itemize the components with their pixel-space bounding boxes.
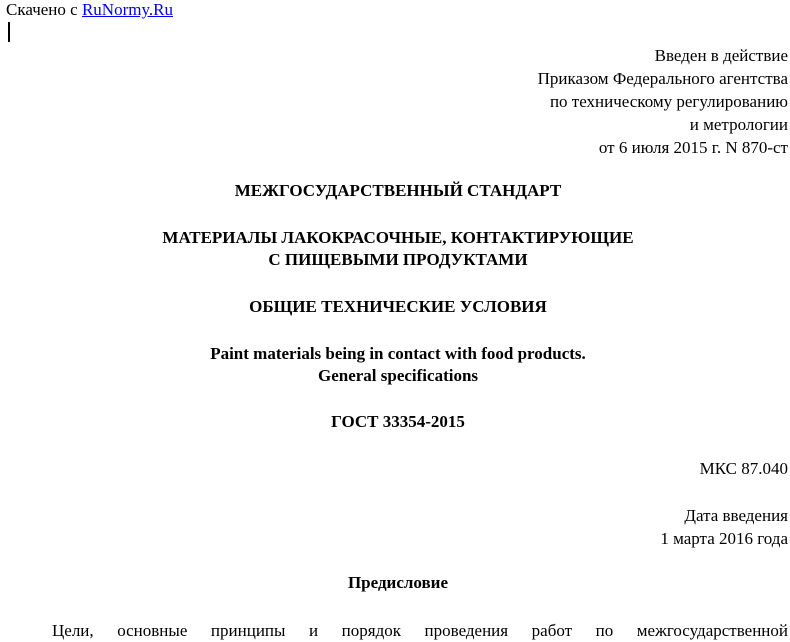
preface-paragraph: Цели, основные принципы и порядок проведения работ по межгосударственной	[52, 621, 788, 640]
introduced-block	[538, 44, 788, 159]
title-ru	[0, 227, 790, 271]
subtitle-ru-text: ОБЩИЕ ТЕХНИЧЕСКИЕ УСЛОВИЯ	[249, 297, 547, 316]
title-en	[0, 343, 790, 387]
title-ru-line1: МАТЕРИАЛЫ ЛАКОКРАСОЧНЫЕ, КОНТАКТИРУЮЩИЕ	[162, 228, 634, 247]
preface-heading	[0, 572, 790, 594]
standard-type	[0, 180, 790, 202]
title-ru-line2: С ПИЩЕВЫМИ ПРОДУКТАМИ	[268, 250, 528, 269]
introduced-line: Приказом Федерального агентства	[537, 69, 788, 88]
source-prefix: Скачено с	[6, 0, 78, 19]
introduced-line: Введен в действие	[654, 46, 788, 65]
mks-code: МКС 87.040	[699, 459, 788, 478]
introduced-line: от 6 июля 2015 г. N 870-ст	[598, 138, 788, 157]
title-en-line2: General specifications	[317, 366, 479, 385]
gost-number	[0, 411, 790, 433]
effective-date-label: Дата введения	[684, 506, 788, 525]
introduced-line: и метрологии	[689, 115, 788, 134]
source-line	[6, 0, 173, 20]
gost-number-text: ГОСТ 33354-2015	[331, 412, 465, 431]
standard-type-text: МЕЖГОСУДАРСТВЕННЫЙ СТАНДАРТ	[234, 181, 562, 200]
text-cursor	[8, 22, 10, 42]
introduced-line: по техническому регулированию	[549, 92, 788, 111]
title-en-line1: Paint materials being in contact with food products.	[210, 344, 586, 363]
subtitle-ru	[0, 296, 790, 318]
preface-heading-text: Предисловие	[347, 573, 449, 592]
effective-date-value: 1 марта 2016 года	[660, 529, 788, 548]
source-link[interactable]: RuNormy.Ru	[81, 0, 173, 19]
